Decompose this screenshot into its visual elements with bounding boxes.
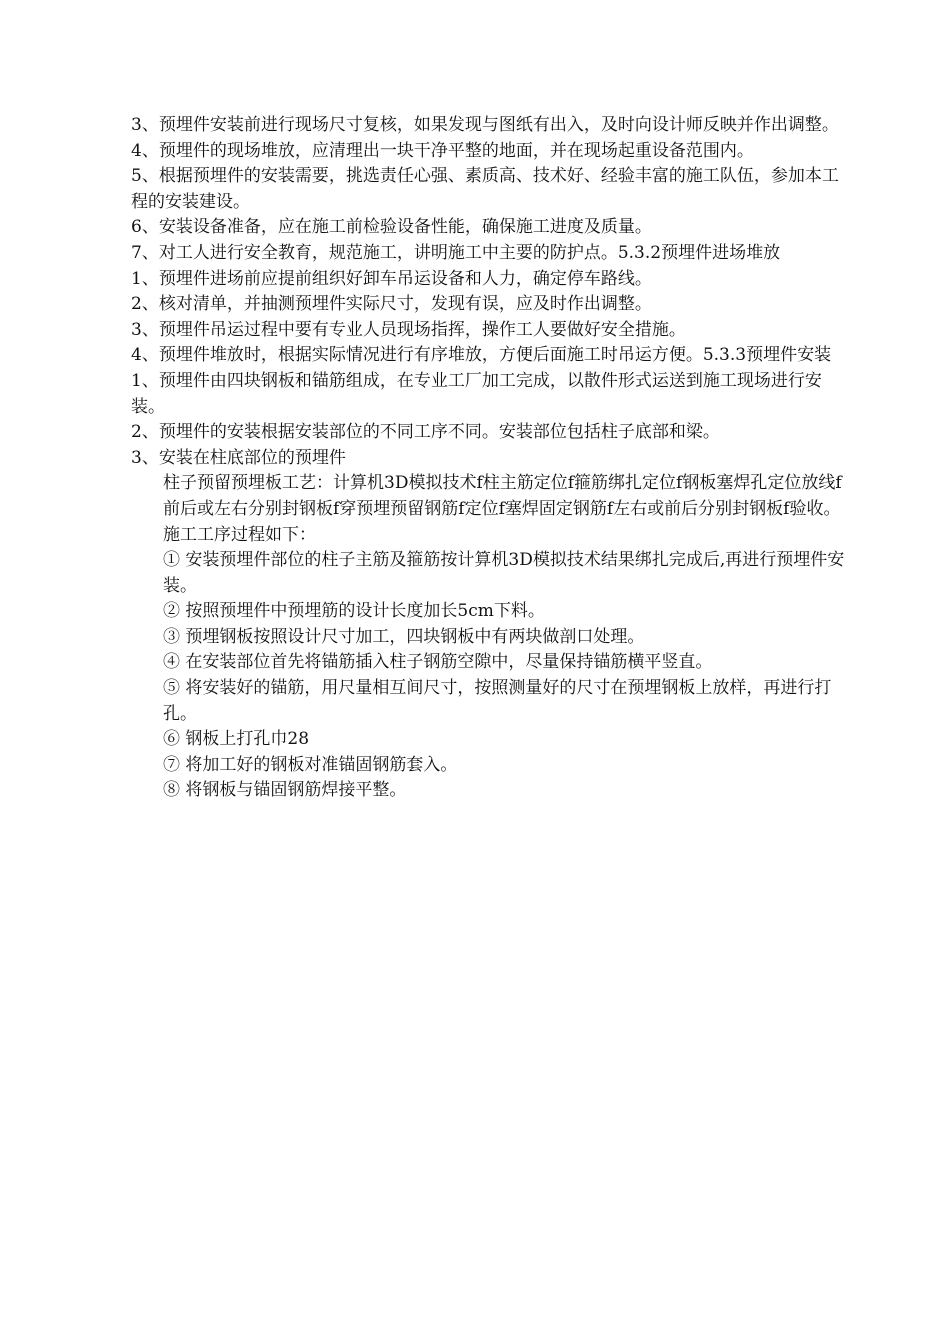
paragraph: 1、预埋件进场前应提前组织好卸车吊运设备和人力，确定停车路线。	[131, 268, 652, 289]
paragraph: 6、安装设备准备，应在施工前检验设备性能，确保施工进度及质量。	[131, 217, 652, 238]
paragraph: 2、预埋件的安装根据安装部位的不同工序不同。安装部位包括柱子底部和梁。	[131, 422, 720, 443]
paragraph: 7、对工人进行安全教育，规范施工，讲明施工中主要的防护点。5.3.2预埋件进场堆放	[131, 242, 781, 263]
paragraph: 3、预埋件安装前进行现场尺寸复核，如果发现与图纸有出入，及时向设计师反映并作出调整。	[131, 115, 839, 135]
indented-paragraph: ⑥ 钢板上打孔巾28	[163, 729, 310, 750]
indented-paragraph: ⑦ 将加工好的钢板对准锚固钢筋套入。	[163, 754, 458, 775]
indented-paragraph: ⑧ 将钢板与锚固钢筋焊接平整。	[163, 780, 407, 801]
indented-paragraph: ④ 在安装部位首先将锚筋插入柱子钢筋空隙中，尽量保持锚筋横平竖直。	[163, 652, 713, 673]
indented-paragraph: ③ 预埋钢板按照设计尺寸加工，四块钢板中有两块做剖口处理。	[163, 626, 645, 647]
paragraph: 2、核对清单，并抽测预埋件实际尺寸，发现有误，应及时作出调整。	[131, 294, 652, 315]
indented-paragraph: 柱子预留预埋板工艺：计算机3D模拟技术f柱主筋定位f箍筋绑扎定位f钢板塞焊孔定位放线f前后或左右分别封钢板f穿预埋预留钢筋f定位f塞焊固定钢筋f左右或前后分别封钢板f验收。	[163, 473, 842, 519]
paragraph: 4、预埋件的现场堆放，应清理出一块干净平整的地面，并在现场起重设备范围内。	[131, 140, 754, 161]
paragraph: 3、安装在柱底部位的预埋件	[131, 447, 346, 468]
indented-paragraph: ② 按照预埋件中预埋筋的设计长度加长5cm下料。	[163, 601, 545, 622]
paragraph: 1、预埋件由四块钢板和锚筋组成，在专业工厂加工完成，以散件形式运送到施工现场进行安装。	[131, 370, 822, 417]
paragraph: 5、根据预埋件的安装需要，挑选责任心强、素质高、技术好、经验丰富的施工队伍，参加本工程的安装建设。	[131, 166, 839, 212]
paragraph: 4、预埋件堆放时，根据实际情况进行有序堆放，方便后面施工时吊运方便。5.3.3预埋件安装	[131, 345, 832, 366]
document-body	[131, 113, 846, 804]
paragraph: 3、预埋件吊运过程中要有专业人员现场指挥，操作工人要做好安全措施。	[131, 319, 686, 340]
indented-paragraph: 施工工序过程如下：	[163, 524, 316, 545]
indented-paragraph: ① 安装预埋件部位的柱子主筋及箍筋按计算机3D模拟技术结果绑扎完成后,再进行预埋件安装。	[163, 550, 845, 596]
indented-paragraph: ⑤ 将安装好的锚筋，用尺量相互间尺寸，按照测量好的尺寸在预埋钢板上放样，再进行打孔。	[163, 678, 832, 724]
